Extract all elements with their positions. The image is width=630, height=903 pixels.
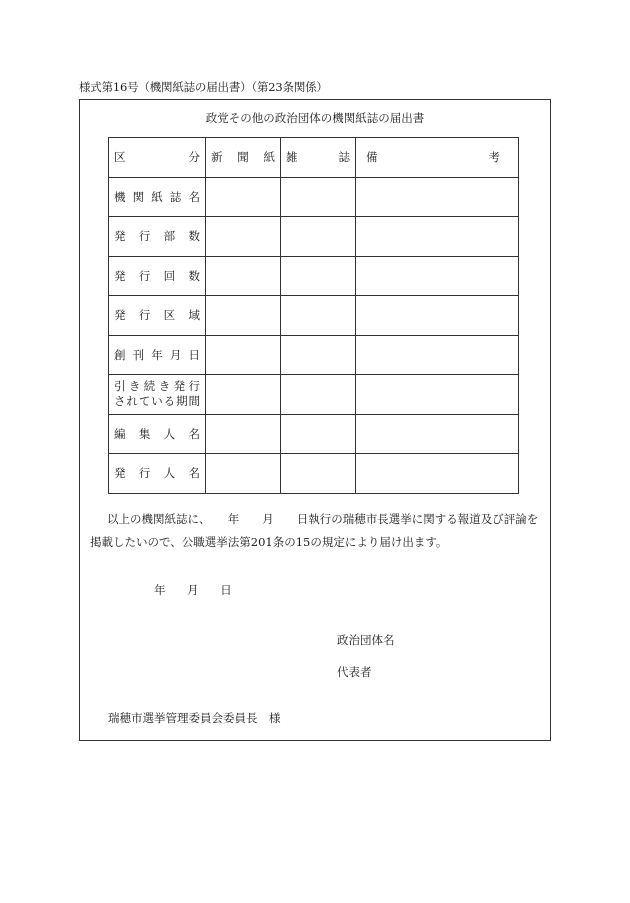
representative-label: 代表者 <box>337 665 372 679</box>
form-frame <box>79 99 551 741</box>
cell-newspaper[interactable] <box>206 217 281 257</box>
cell-remarks[interactable] <box>356 335 519 375</box>
row-label: 発 行 区 域 <box>109 296 206 336</box>
cell-newspaper[interactable] <box>206 335 281 375</box>
header-remarks: 備 考 <box>356 138 519 178</box>
cell-magazine[interactable] <box>281 414 356 454</box>
table-header-row <box>109 138 519 178</box>
header-newspaper: 新 聞 紙 <box>206 138 281 178</box>
addressee: 瑞穂市選挙管理委員会委員長 様 <box>108 711 281 725</box>
cell-magazine[interactable] <box>281 335 356 375</box>
row-label: 機 関 紙 誌 名 <box>109 177 206 217</box>
cell-newspaper[interactable] <box>206 375 281 415</box>
cell-remarks[interactable] <box>356 256 519 296</box>
cell-remarks[interactable] <box>356 414 519 454</box>
declaration-line-2: 掲載したいので、公職選挙法第201条の15の規定により届け出ます。 <box>90 535 448 549</box>
registration-table <box>108 137 519 494</box>
org-name-label: 政治団体名 <box>337 633 395 647</box>
cell-remarks[interactable] <box>356 375 519 415</box>
row-publisher-name <box>109 454 519 494</box>
declaration-line-1: 以上の機関紙誌に、 年 月 日執行の瑞穂市長選挙に関する報道及び評論を <box>107 512 539 526</box>
declaration-text <box>90 508 544 554</box>
cell-remarks[interactable] <box>356 217 519 257</box>
row-circulation <box>109 217 519 257</box>
cell-magazine[interactable] <box>281 296 356 336</box>
submission-date[interactable]: 年 月 日 <box>154 583 232 597</box>
row-label: 引き続き発行 されている期間 <box>109 375 206 415</box>
cell-newspaper[interactable] <box>206 454 281 494</box>
form-title: 政党その他の政治団体の機関紙誌の届出書 <box>205 111 425 125</box>
row-frequency <box>109 256 519 296</box>
cell-magazine[interactable] <box>281 454 356 494</box>
cell-magazine[interactable] <box>281 177 356 217</box>
row-editor-name <box>109 414 519 454</box>
cell-remarks[interactable] <box>356 177 519 217</box>
row-continuous-period <box>109 375 519 415</box>
row-label: 発 行 人 名 <box>109 454 206 494</box>
header-category: 区 分 <box>109 138 206 178</box>
row-publication-name <box>109 177 519 217</box>
form-number-label: 様式第16号（機関紙誌の届出書）（第23条関係） <box>79 80 328 94</box>
cell-remarks[interactable] <box>356 296 519 336</box>
cell-newspaper[interactable] <box>206 296 281 336</box>
row-label: 創 刊 年 月 日 <box>109 335 206 375</box>
row-distribution-area <box>109 296 519 336</box>
row-label: 発 行 部 数 <box>109 217 206 257</box>
cell-magazine[interactable] <box>281 375 356 415</box>
header-magazine: 雑 誌 <box>281 138 356 178</box>
cell-newspaper[interactable] <box>206 256 281 296</box>
cell-newspaper[interactable] <box>206 177 281 217</box>
row-label: 発 行 回 数 <box>109 256 206 296</box>
cell-magazine[interactable] <box>281 217 356 257</box>
cell-newspaper[interactable] <box>206 414 281 454</box>
cell-magazine[interactable] <box>281 256 356 296</box>
row-first-issue-date <box>109 335 519 375</box>
cell-remarks[interactable] <box>356 454 519 494</box>
row-label: 編 集 人 名 <box>109 414 206 454</box>
